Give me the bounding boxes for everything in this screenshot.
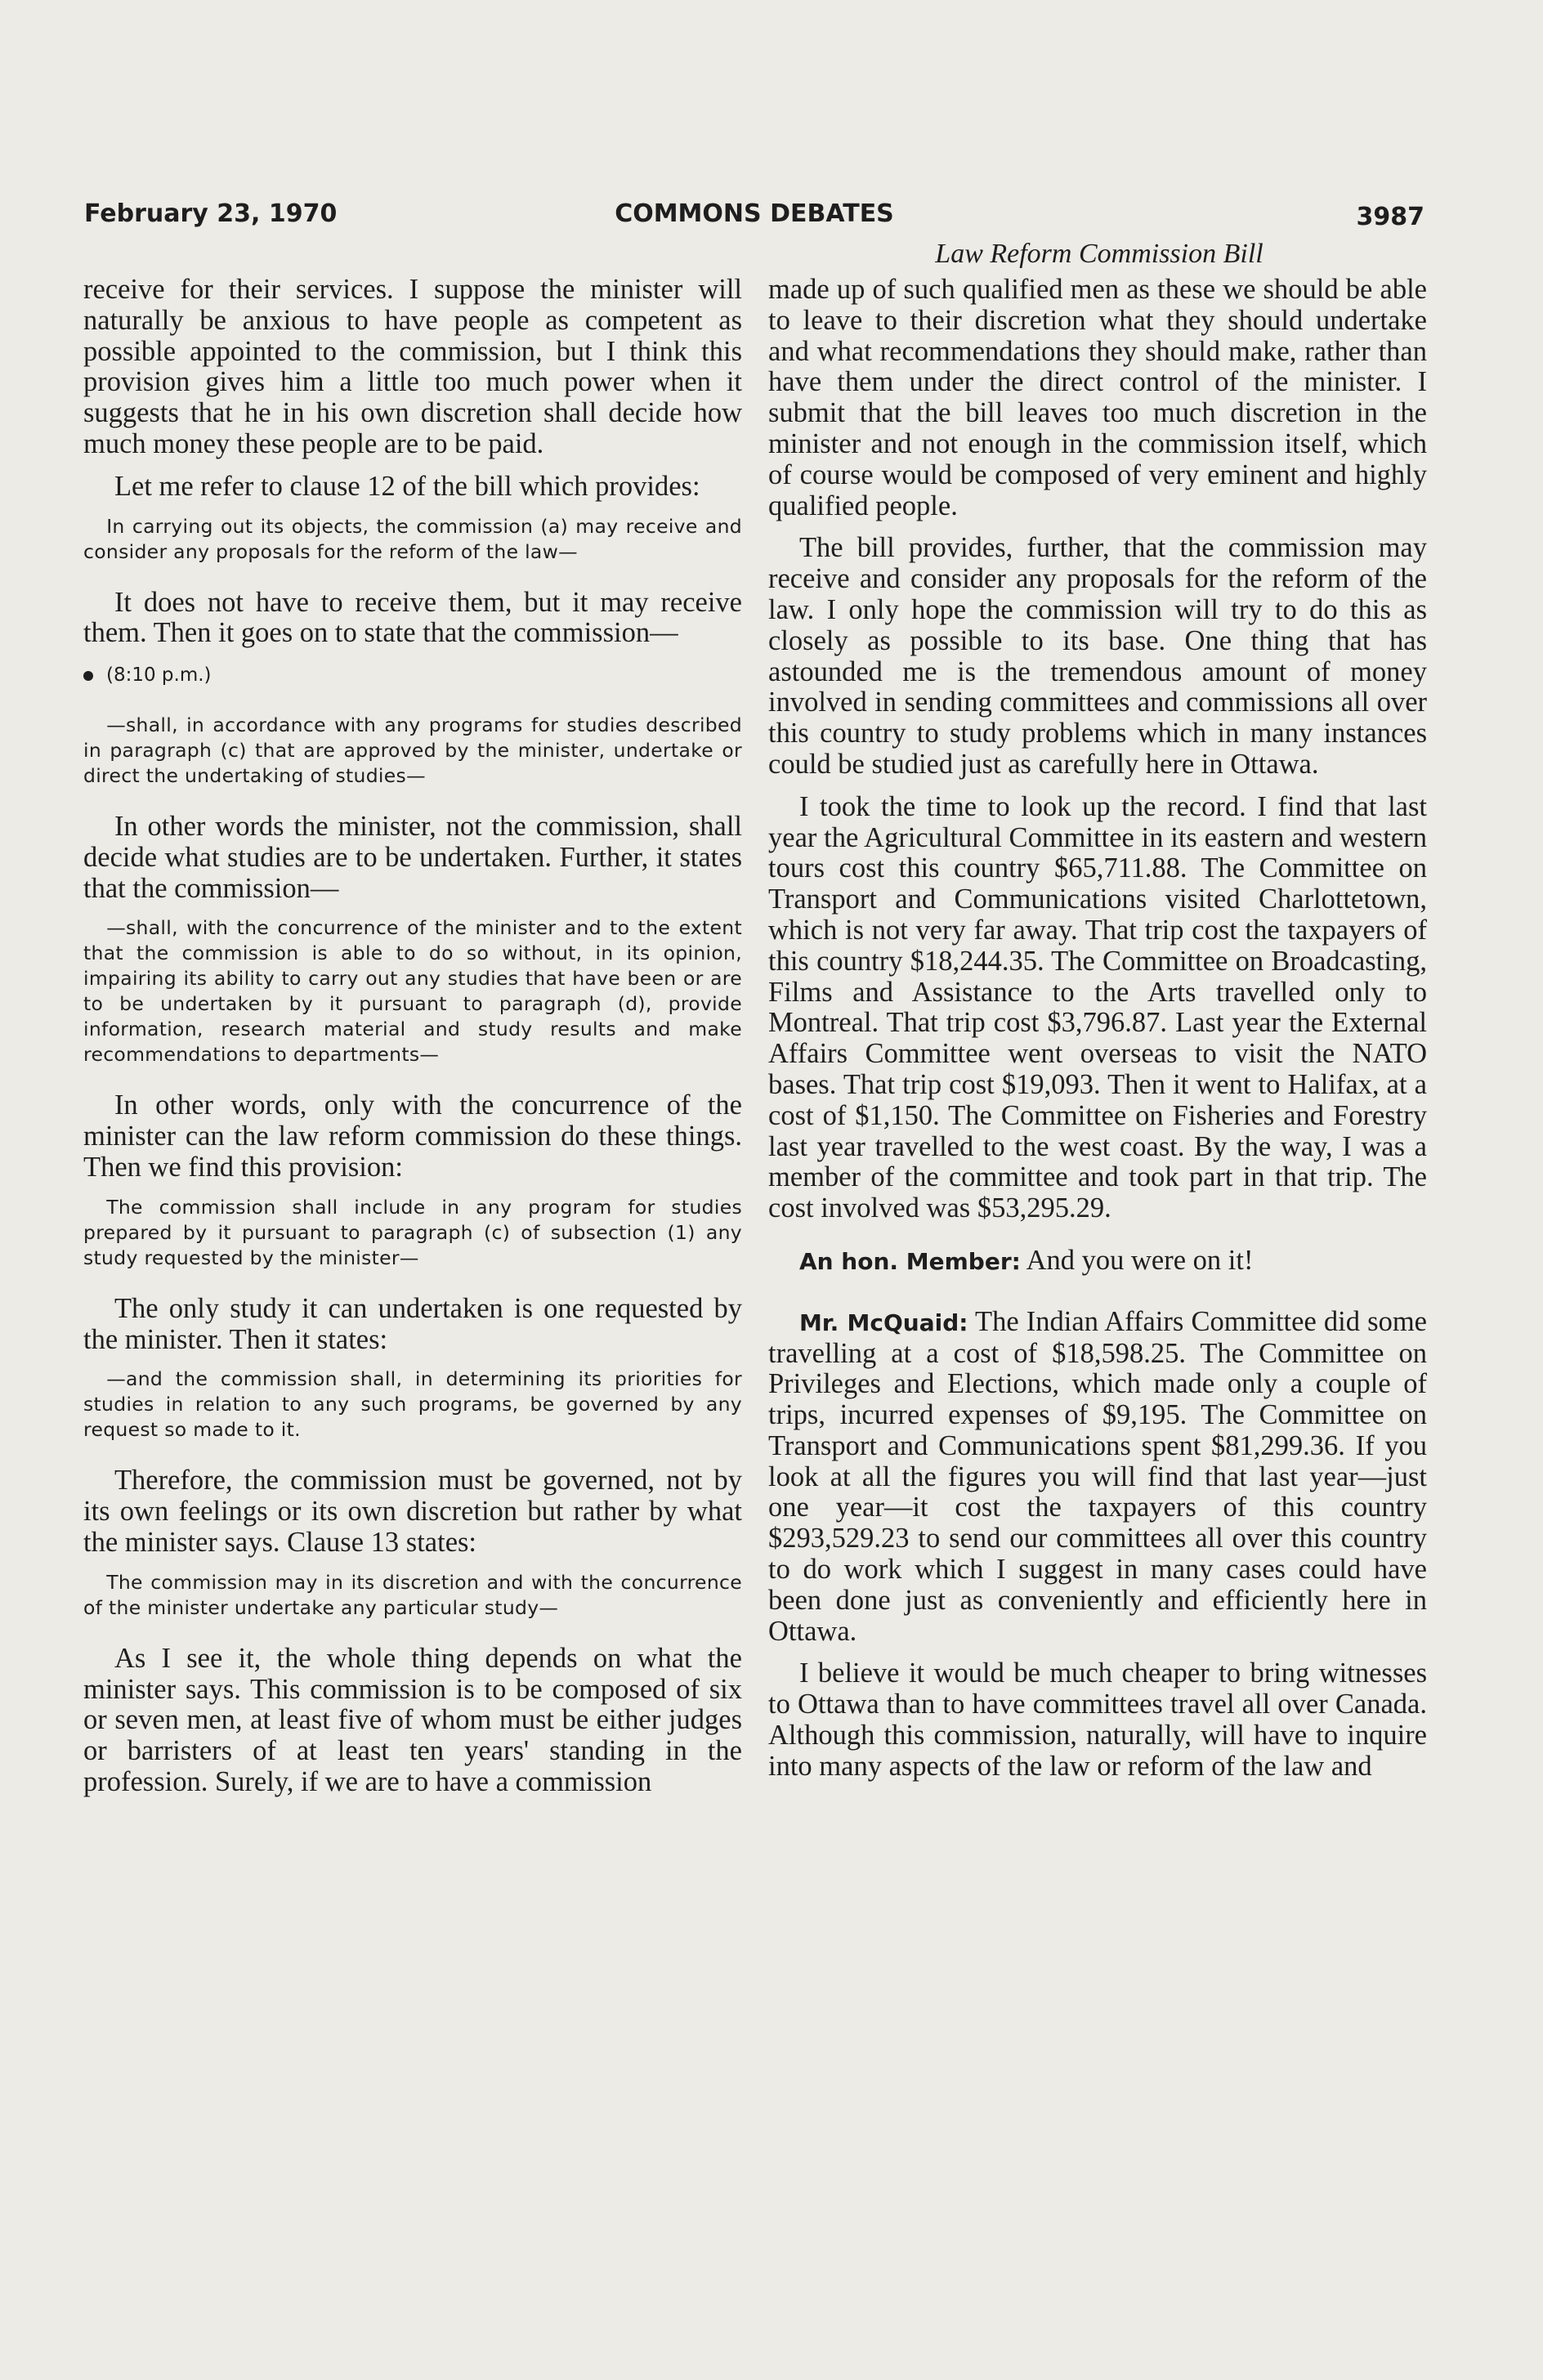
left-column <box>83 275 742 1810</box>
interjection <box>768 1246 1427 1277</box>
quotation: —and the commission shall, in determining its priorities for studies in relation to any such programs, be governed by any request so made to it. <box>83 1367 742 1442</box>
paragraph: Let me refer to clause 12 of the bill which provides: <box>114 470 700 502</box>
paragraph: In other words the minister, not the commission, shall decide what studies are to be undertaken. Further, it states that the commission— <box>83 810 742 904</box>
paragraph: Therefore, the commission must be governed, not by its own feelings or its own discretion but rather by what the minister says. Clause 13 states: <box>83 1465 742 1558</box>
time-stamp <box>83 660 742 691</box>
speech-text: The Indian Affairs Committee did some travelling at a cost of $18,598.25. The Committee on Privileges and Elections, which made only a couple of trips, incurred expenses of $9,195. The Committee on Transport and Communications spent $81,299.36. If you look at all the figures you will find that last year—just one year—it cost the taxpayers of this country $293,529.23 to send our committees all over this country to do work which I suggest in many cases could have been done just as conveniently and efficiently here in Ottawa. <box>768 1305 1427 1647</box>
speaker-name: Mr. McQuaid: <box>798 1309 968 1336</box>
paragraph: The only study it can undertaken is one requested by the minister. Then it states: <box>83 1292 742 1355</box>
page-header <box>84 199 1424 240</box>
right-column <box>768 275 1427 1794</box>
paragraph: I took the time to look up the record. I find that last year the Agricultural Committee in its eastern and western tours cost this country $65,711.88. The Committee on Transport and Communications visited Charlottetown, which is not very far away. That trip cost the taxpayers of this country $18,244.35. The Committee on Broadcasting, Films and Assistance to the Arts travelled only to Montreal. That trip cost $3,796.87. Last year the External Affairs Committee went overseas to visit the NATO bases. That trip cost $19,093. Then it went to Halifax, at a cost of $1,150. The Committee on Fisheries and Forestry last year travelled to the west coast. By the way, I was a member of the committee and took part in that trip. The cost involved was $53,295.29. <box>768 790 1427 1224</box>
speech <box>768 1307 1427 1648</box>
header-publication: COMMONS DEBATES <box>615 199 894 228</box>
bullet-icon <box>83 671 93 681</box>
time-stamp-text: (8:10 p.m.) <box>106 664 212 687</box>
header-date: February 23, 1970 <box>84 199 338 228</box>
paragraph: made up of such qualified men as these we should be able to leave to their discretion what they should undertake and what recommendations they should make, rather than have them under the direct control of the minister. I submit that the bill leaves too much discretion in the minister and not enough in the commission itself, which of course would be composed of very eminent and highly qualified people. <box>768 274 1427 521</box>
paragraph: receive for their services. I suppose the minister will naturally be anxious to have people as competent as possible appointed to the commission, but I think this provision gives him a little too much power when it suggests that he in his own discretion shall decide how much money these people are to be paid. <box>83 274 742 459</box>
header-page-number: 3987 <box>1356 203 1424 231</box>
paragraph: I believe it would be much cheaper to bring witnesses to Ottawa than to have committees travel all over Canada. Although this commission, naturally, will have to inquire into many aspects of the law or reform of the law and <box>768 1658 1427 1782</box>
paragraph: In other words, only with the concurrence of the minister can the law reform commission do these things. Then we find this provision: <box>83 1089 742 1183</box>
quotation: —shall, in accordance with any programs for studies described in paragraph (c) that are approved by the minister, undertake or direct the undertaking of studies— <box>83 713 742 787</box>
interjection-text: And you were on it! <box>1020 1244 1254 1276</box>
running-title: Law Reform Commission Bill <box>935 239 1263 269</box>
quotation: —shall, with the concurrence of the minister and to the extent that the commission is able to do so without, in its opinion, impairing its ability to carry out any studies that have been or are to be undertaken by it pursuant to paragraph (d), provide information, research material and study results and make recommendations to departments— <box>83 916 742 1067</box>
paragraph: As I see it, the whole thing depends on what the minister says. This commission is to be composed of six or seven men, at least five of whom must be either judges or barristers of at least ten years' standing in the profession. Surely, if we are to have a commission <box>83 1642 742 1797</box>
paragraph: It does not have to receive them, but it may receive them. Then it goes on to state that the commission— <box>83 586 742 649</box>
paragraph: The bill provides, further, that the commission may receive and consider any proposals for the reform of the law. I only hope the commission will try to do this as closely as possible to its base. One thing that has astounded me is the tremendous amount of money involved in sending committees and commissions all over this country to study problems which in many instances could be studied just as carefully here in Ottawa. <box>768 532 1427 780</box>
quotation: In carrying out its objects, the commission (a) may receive and consider any proposals for the reform of the law— <box>83 514 742 563</box>
speaker-name: An hon. Member: <box>798 1247 1021 1275</box>
quotation: The commission shall include in any program for studies prepared by it pursuant to paragraph (c) of subsection (1) any study requested by the minister— <box>83 1195 742 1269</box>
quotation: The commission may in its discretion and with the concurrence of the minister undertake any particular study— <box>83 1570 742 1619</box>
